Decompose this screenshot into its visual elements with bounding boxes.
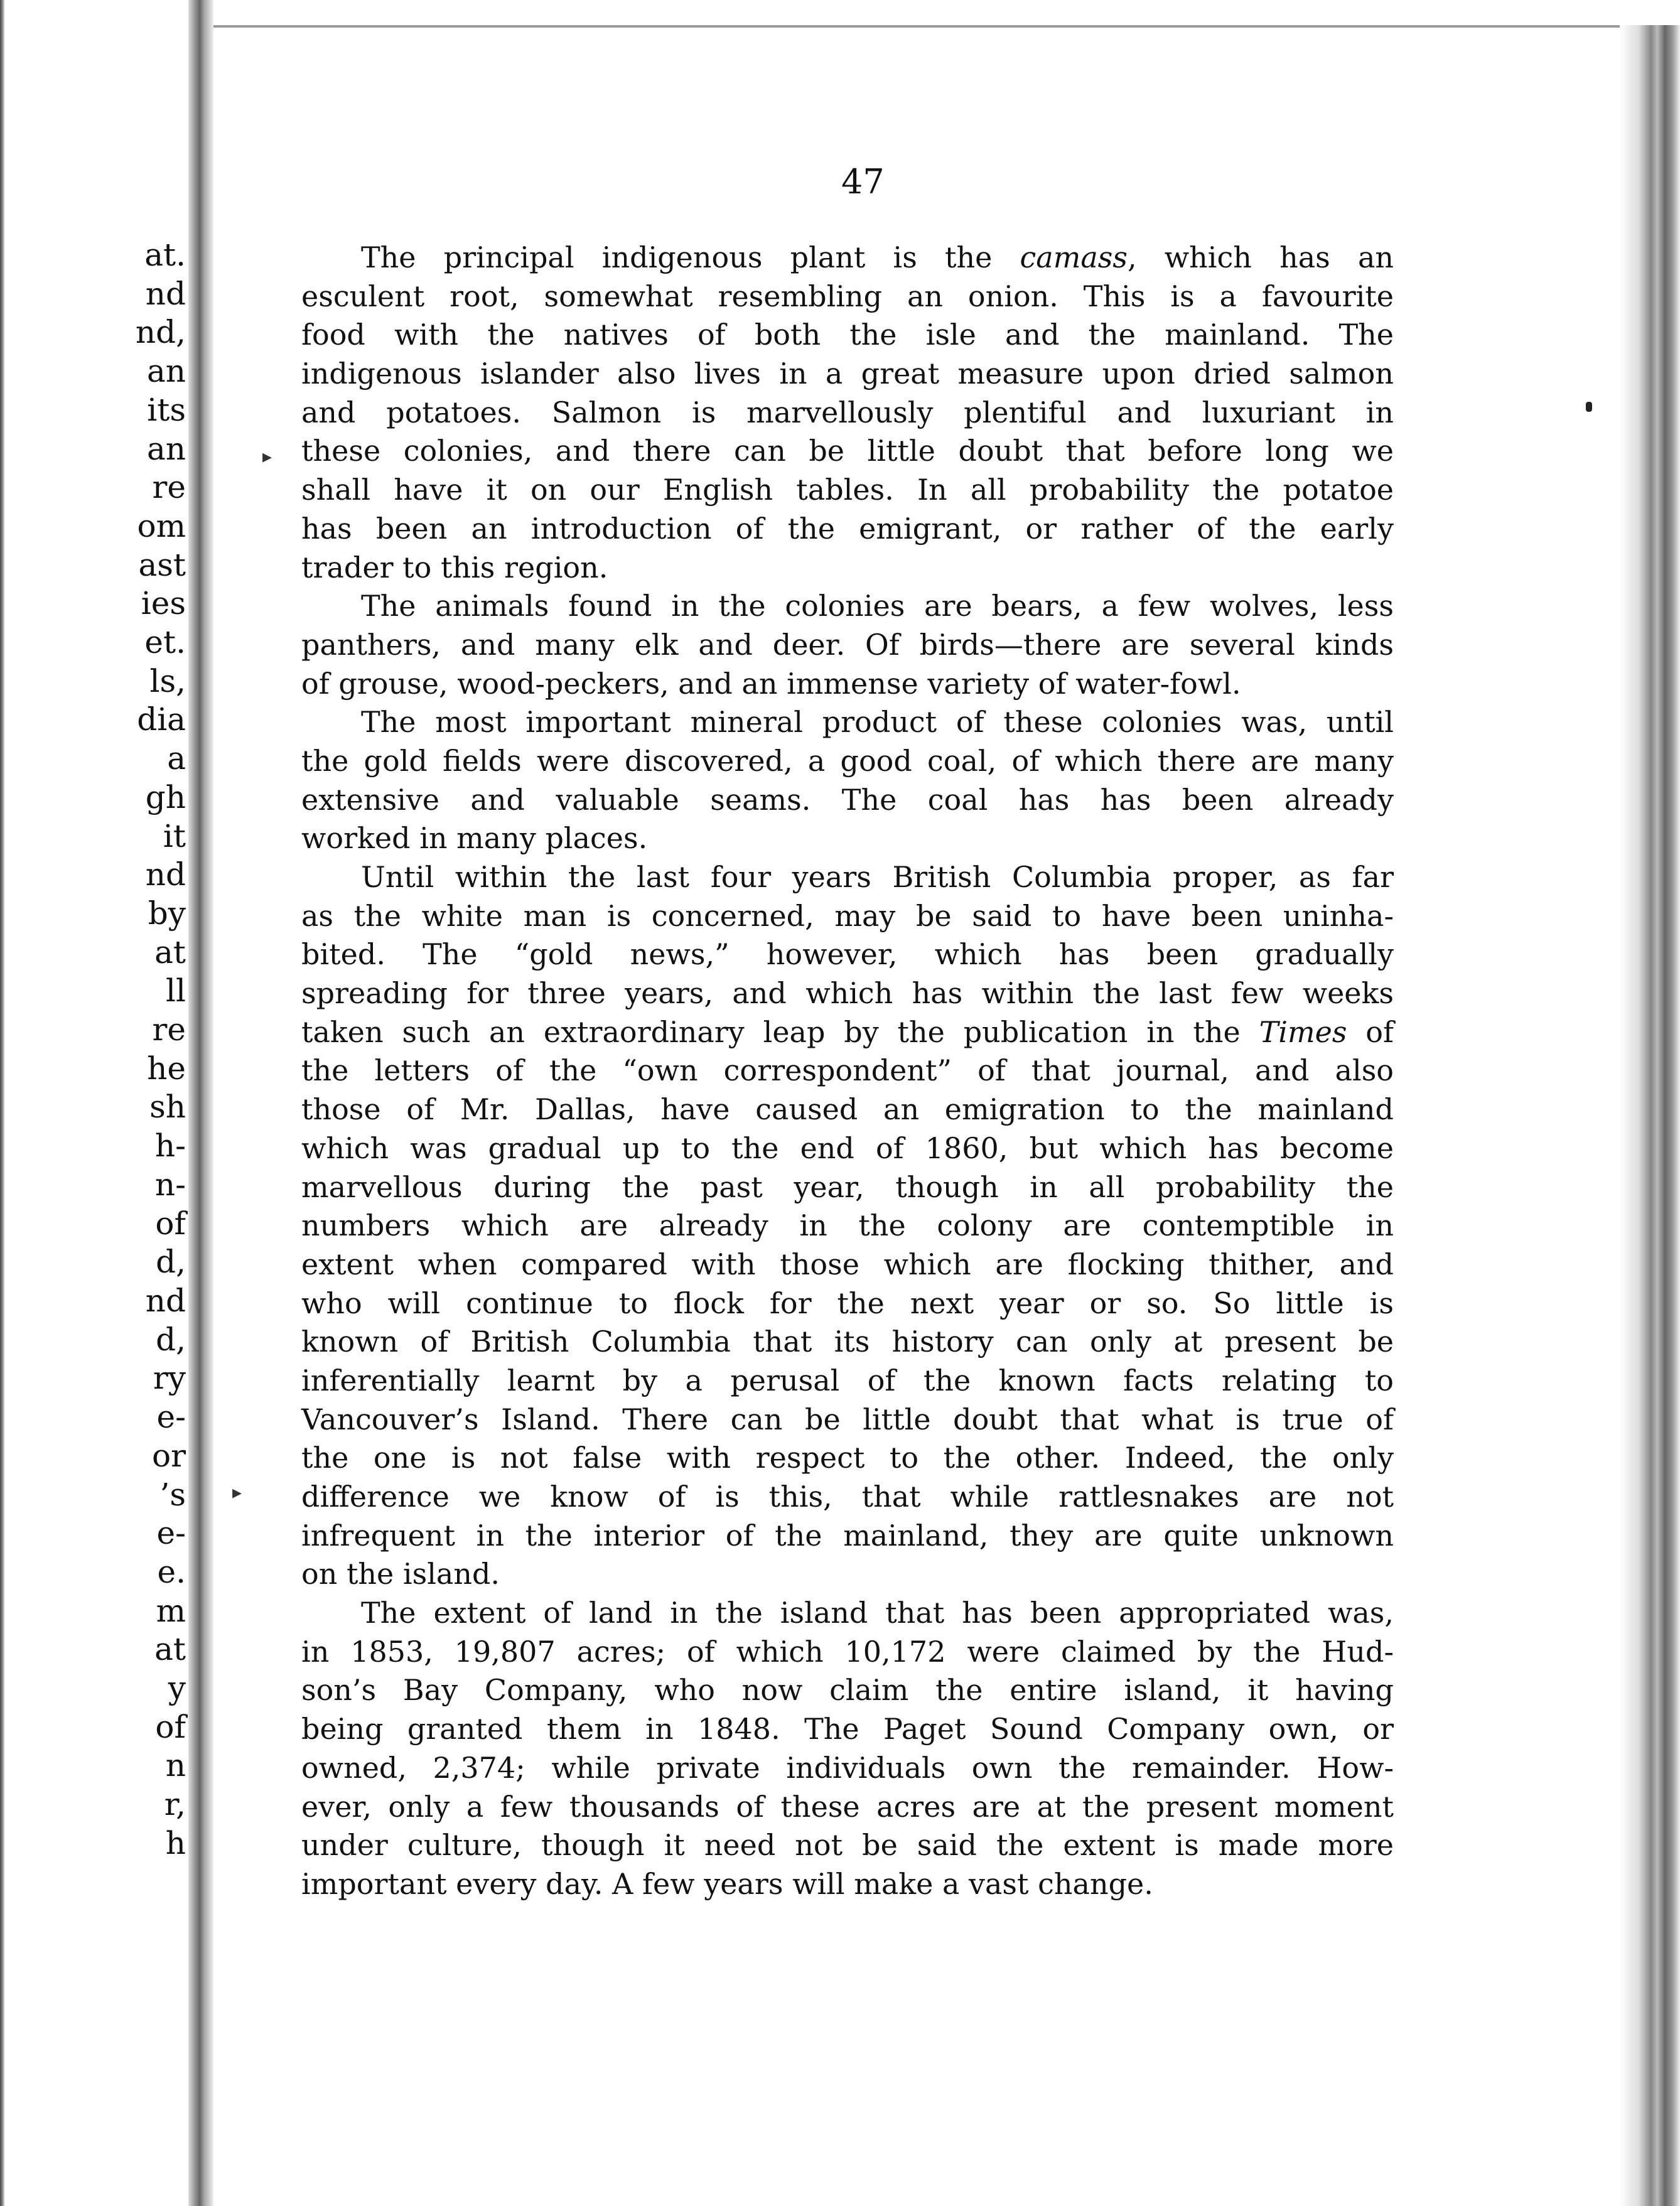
paragraph <box>301 587 1394 703</box>
text-line: extent when compared with those which are flocking thither, and <box>301 1247 1394 1281</box>
facing-page-fragment: y <box>168 1670 186 1707</box>
facing-page-fragment: by <box>148 895 186 932</box>
text-line: of grouse, wood-peckers, and an immense variety of water-fowl. <box>301 666 1241 701</box>
text-line: Until within the last four years British Columbia proper, as far <box>361 860 1394 894</box>
facing-page-fragment: om <box>137 507 186 544</box>
facing-page-fragment: or <box>151 1437 186 1474</box>
text-line: important every day. A few years will make a vast change. <box>301 1866 1153 1901</box>
text-line: known of British Columbia that its history can only at present be <box>301 1325 1394 1359</box>
facing-page-fragment: r, <box>164 1786 186 1823</box>
italic-term: Times <box>1259 1014 1347 1049</box>
facing-page-fragment: n- <box>154 1166 186 1203</box>
book-gutter <box>188 0 213 2206</box>
facing-page-fragment: an <box>146 353 186 390</box>
text-line: which was gradual up to the end of 1860, but which has become <box>301 1131 1394 1165</box>
facing-page-fragment: its <box>147 391 186 428</box>
text-line: food with the natives of both the isle and the mainland. The <box>301 318 1394 352</box>
paragraph <box>301 1594 1394 1904</box>
facing-page-fragment: an <box>146 430 186 467</box>
facing-page-fragment: e- <box>156 1515 186 1552</box>
facing-page-fragment: nd, <box>135 314 186 351</box>
text-line: on the island. <box>301 1557 500 1591</box>
facing-page-fragment: he <box>147 1050 186 1087</box>
page-edge-right <box>1620 25 1680 2206</box>
text-line: spreading for three years, and which has within the last few weeks <box>301 976 1394 1011</box>
text-line <box>301 239 1394 277</box>
text-line: and potatoes. Salmon is marvellously plentiful and luxuriant in <box>301 395 1394 429</box>
text-line: numbers which are already in the colony are contemptible in <box>301 1208 1394 1243</box>
text-line: difference we know of is this, that while rattlesnakes are not <box>301 1480 1394 1514</box>
facing-page-fragment: ll <box>166 972 186 1009</box>
facing-page-fragment: nd <box>145 275 186 312</box>
facing-page-fragment: d, <box>156 1321 186 1358</box>
margin-arrow-mark: ▸ <box>232 1482 242 1504</box>
text-line <box>301 1013 1394 1052</box>
text-run: , which has an <box>1128 240 1394 274</box>
text-line: marvellous during the past year, though in all probability the <box>301 1170 1394 1204</box>
text-line: extensive and valuable seams. The coal has has been already <box>301 782 1394 817</box>
facing-page-left <box>0 0 195 2206</box>
text-line: infrequent in the interior of the mainland, they are quite unknown <box>301 1518 1394 1552</box>
page-body-text <box>301 239 1394 1904</box>
text-line: trader to this region. <box>301 550 608 584</box>
text-line: who will continue to flock for the next year or so. So little is <box>301 1286 1394 1320</box>
text-line: indigenous islander also lives in a great measure upon dried salmon <box>301 357 1394 391</box>
facing-page-fragment: a <box>167 740 186 777</box>
text-line: the gold fields were discovered, a good coal, of which there are many <box>301 743 1394 778</box>
text-run: taken such an extraordinary leap by the publication in the <box>301 1014 1259 1049</box>
facing-page-fragment: nd <box>145 1282 186 1319</box>
paragraph <box>301 858 1394 1594</box>
text-line: worked in many places. <box>301 821 648 856</box>
facing-page-fragment: d, <box>156 1244 186 1281</box>
facing-page-fragment: ry <box>153 1360 186 1397</box>
facing-page-fragment: re <box>152 469 186 506</box>
text-line: panthers, and many elk and deer. Of birds—there are several kinds <box>301 627 1394 662</box>
facing-page-fragment: m <box>156 1592 186 1629</box>
text-line: The animals found in the colonies are bears, a few wolves, less <box>361 589 1394 623</box>
facing-page-fragment: at. <box>144 237 186 273</box>
text-run: The principal indigenous plant is the <box>361 240 1020 274</box>
text-run: of <box>1347 1014 1394 1049</box>
facing-page-fragment: nd <box>145 856 186 893</box>
text-line: owned, 2,374; while private individuals own the remainder. How- <box>301 1750 1394 1785</box>
page-number: 47 <box>841 162 885 202</box>
text-line: as the white man is concerned, may be said to have been uninha- <box>301 898 1394 933</box>
text-line: being granted them in 1848. The Paget Sound Company own, or <box>301 1712 1394 1746</box>
text-line: shall have it on our English tables. In all probability the potatoe <box>301 473 1394 507</box>
text-line: in 1853, 19,807 acres; of which 10,172 were claimed by the Hud- <box>301 1634 1394 1669</box>
facing-page-fragment: h- <box>154 1127 186 1165</box>
facing-page-fragment: h <box>165 1824 186 1861</box>
facing-page-fragment: n <box>165 1747 186 1784</box>
facing-page-fragment: of <box>155 1708 186 1745</box>
facing-page-fragment: ’s <box>159 1476 186 1513</box>
text-line: son’s Bay Company, who now claim the entire island, it having <box>301 1673 1394 1708</box>
text-line: ever, only a few thousands of these acres are at the present moment <box>301 1789 1394 1824</box>
facing-page-fragment: e- <box>156 1399 186 1436</box>
facing-page-fragment: gh <box>145 778 186 815</box>
text-line: those of Mr. Dallas, have caused an emigration to the mainland <box>301 1092 1394 1127</box>
text-line: The extent of land in the island that has been appropriated was, <box>361 1596 1394 1630</box>
text-line: Vancouver’s Island. There can be little doubt that what is true of <box>301 1402 1394 1436</box>
facing-page-fragment: re <box>152 1011 186 1048</box>
text-line: bited. The “gold news,” however, which has been gradually <box>301 937 1394 972</box>
text-line: under culture, though it need not be said the extent is made more <box>301 1828 1394 1863</box>
facing-page-fragment: sh <box>149 1089 186 1126</box>
facing-page-fragment: of <box>155 1205 186 1242</box>
text-line: inferentially learnt by a perusal of the known facts relating to <box>301 1363 1394 1397</box>
paragraph <box>301 703 1394 858</box>
page-edge-left <box>0 0 5 2206</box>
margin-arrow-mark: ▸ <box>262 446 272 468</box>
facing-page-fragment: ies <box>141 585 186 622</box>
facing-page-fragment: et. <box>144 624 186 661</box>
text-line: the one is not false with respect to the other. Indeed, the only <box>301 1441 1394 1475</box>
facing-page-fragment: at <box>154 1631 186 1668</box>
text-line: esculent root, somewhat resembling an onion. This is a favourite <box>301 279 1394 313</box>
facing-page-fragment: ls, <box>149 662 186 699</box>
text-line: these colonies, and there can be little doubt that before long we <box>301 434 1394 468</box>
paragraph <box>301 239 1394 587</box>
ink-spot-mark <box>1586 402 1592 412</box>
facing-page-fragment: e. <box>157 1553 186 1590</box>
text-line: the letters of the “own correspondent” of that journal, and also <box>301 1053 1394 1088</box>
facing-page-text-fragments <box>98 236 186 1863</box>
text-line: has been an introduction of the emigrant, or rather of the early <box>301 511 1394 546</box>
facing-page-fragment: at <box>154 934 186 971</box>
italic-term: camass <box>1020 240 1128 274</box>
text-line: The most important mineral product of these colonies was, until <box>361 705 1394 740</box>
facing-page-fragment: dia <box>137 701 186 738</box>
facing-page-fragment: ast <box>138 546 186 583</box>
facing-page-fragment: it <box>163 817 186 854</box>
